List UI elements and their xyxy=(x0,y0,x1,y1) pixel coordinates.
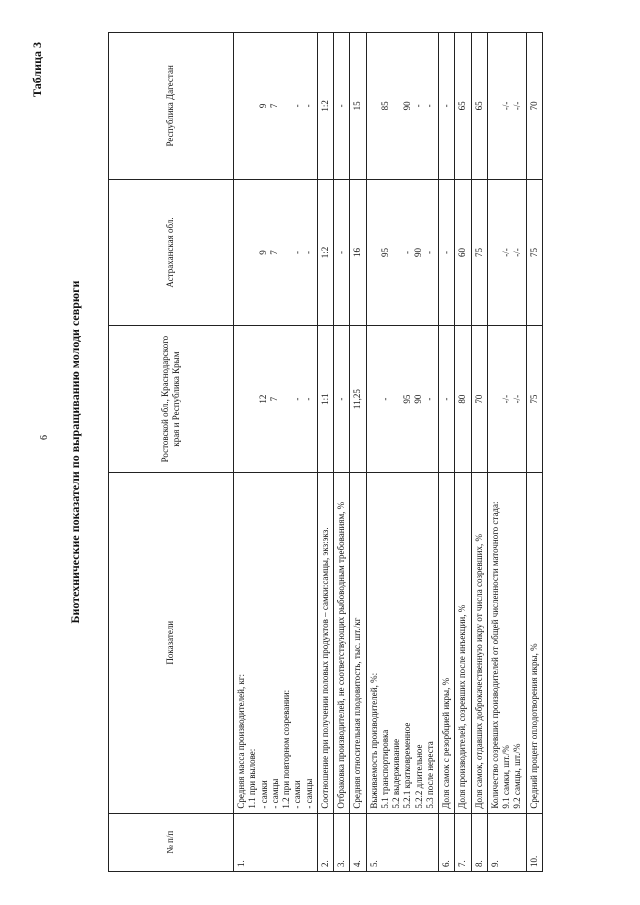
value-dagestan xyxy=(455,33,471,180)
indicator-line: - самки xyxy=(292,780,303,809)
column-header-indicator: Показатели xyxy=(109,472,234,813)
indicator-cell xyxy=(487,472,526,813)
value-astrakhan xyxy=(366,179,439,326)
row-number: 1. xyxy=(234,813,318,871)
value-dagestan xyxy=(487,33,526,180)
value-line xyxy=(490,184,501,322)
value-line: -/- xyxy=(512,101,522,111)
value-line: - xyxy=(336,397,346,401)
value-rostov xyxy=(366,326,439,473)
value-line: - xyxy=(336,250,346,254)
indicator-line: 5.1 транспортировка xyxy=(379,729,390,809)
indicator-line: - самцы xyxy=(269,778,280,809)
value-line: - xyxy=(424,250,435,254)
value-rostov xyxy=(317,326,333,473)
biotech-table xyxy=(108,32,543,872)
table-row xyxy=(526,33,542,872)
value-rostov xyxy=(334,326,350,473)
value-line: - xyxy=(291,397,302,401)
indicator-line: Средний процент оплодотворения икры, % xyxy=(528,643,539,809)
indicator-line: Соотношение при получении половых продуктов – самки:самцы, экз:экз. xyxy=(319,527,330,809)
value-line: 65 xyxy=(473,101,484,111)
row-number: 4. xyxy=(350,813,366,871)
value-dagestan xyxy=(317,33,333,180)
table-label: Таблица 3 xyxy=(30,42,44,97)
table-title: Биотехнические показатели по выращиванию молоди севрюги xyxy=(68,280,82,624)
value-line: 1:2 xyxy=(319,100,330,112)
indicator-line: 5.3 после нереста xyxy=(424,741,435,809)
value-line: -/- xyxy=(500,248,511,257)
indicator-line: Количество созревших производителей от общей численности маточного стада: xyxy=(489,501,500,809)
table-row xyxy=(487,33,526,872)
value-dagestan xyxy=(471,33,487,180)
value-line: - xyxy=(413,104,423,108)
value-line: 9 xyxy=(258,103,268,109)
column-header-rostov: Ростовской обл., Краснодарского края и Республика Крым xyxy=(109,326,234,473)
table-row xyxy=(334,33,350,872)
indicator-cell xyxy=(234,472,318,813)
column-header-dagestan: Республика Дагестан xyxy=(109,33,234,180)
value-astrakhan xyxy=(439,179,455,326)
value-line: - xyxy=(401,250,412,254)
value-line: 16 xyxy=(352,247,363,257)
value-line: 11,25 xyxy=(352,389,363,410)
value-rostov xyxy=(350,326,366,473)
value-dagestan xyxy=(439,33,455,180)
value-line: 80 xyxy=(457,394,468,404)
table-row xyxy=(234,33,318,872)
column-header-num: № п/п xyxy=(109,813,234,871)
row-number: 5. xyxy=(366,813,439,871)
value-dagestan xyxy=(366,33,439,180)
indicator-cell xyxy=(471,472,487,813)
value-line: 12 xyxy=(258,394,268,404)
value-rostov xyxy=(526,326,542,473)
row-number: 8. xyxy=(471,813,487,871)
value-line: 90 xyxy=(413,247,423,257)
value-line: 60 xyxy=(457,247,468,257)
value-line: - xyxy=(379,397,390,401)
value-rostov xyxy=(234,326,318,473)
value-line xyxy=(369,184,380,322)
table-row xyxy=(455,33,471,872)
value-line: - xyxy=(336,104,346,108)
value-line xyxy=(391,330,402,468)
value-line: 7 xyxy=(269,103,280,109)
value-line xyxy=(236,330,247,468)
table-row xyxy=(317,33,333,872)
indicator-cell xyxy=(334,472,350,813)
indicator-line: 5.2.2 длительное xyxy=(413,744,424,809)
indicator-cell xyxy=(455,472,471,813)
indicator-line: Средняя масса производителей, кг: xyxy=(236,673,246,809)
indicator-line: Выживаемость производителей, %: xyxy=(368,672,379,809)
value-line: - xyxy=(441,397,451,401)
value-line: 65 xyxy=(457,101,468,111)
value-astrakhan xyxy=(334,179,350,326)
indicator-line: 9.2 самцы, шт./% xyxy=(512,743,523,809)
table-row xyxy=(366,33,439,872)
indicator-line: 9.1 самки, шт./% xyxy=(501,745,511,809)
value-line: 75 xyxy=(528,247,539,257)
value-line: - xyxy=(291,250,302,254)
indicator-cell xyxy=(317,472,333,813)
table-row xyxy=(471,33,487,872)
table-body xyxy=(234,33,543,872)
value-astrakhan xyxy=(317,179,333,326)
row-number: 9. xyxy=(487,813,526,871)
indicator-line: 1.1 при вылове: xyxy=(247,748,258,809)
value-astrakhan xyxy=(471,179,487,326)
value-line xyxy=(236,184,247,322)
table-row xyxy=(350,33,366,872)
page-number: 6 xyxy=(39,435,50,440)
value-line xyxy=(247,37,258,175)
value-line xyxy=(369,330,380,468)
indicator-cell xyxy=(350,472,366,813)
value-line: - xyxy=(424,397,435,401)
value-line: 85 xyxy=(379,101,390,111)
value-dagestan xyxy=(334,33,350,180)
value-line: 15 xyxy=(352,101,363,111)
value-rostov xyxy=(439,326,455,473)
value-line xyxy=(281,330,292,468)
value-astrakhan xyxy=(526,179,542,326)
indicator-line: Доля самок с резорбцией икры, % xyxy=(441,677,451,809)
value-line: 1:2 xyxy=(319,246,330,259)
value-line: -/- xyxy=(512,248,522,257)
indicator-line: Отбраковка производителей, не соответствующих рыбоводным требованиям, % xyxy=(336,501,346,809)
value-dagestan xyxy=(234,33,318,180)
value-line: 70 xyxy=(528,101,539,111)
rotated-page xyxy=(20,12,620,892)
value-line: -/- xyxy=(512,394,522,404)
value-line: 1:1 xyxy=(319,393,330,405)
value-line: 95 xyxy=(379,247,390,257)
value-rostov xyxy=(455,326,471,473)
table-header-row xyxy=(109,33,234,872)
indicator-cell xyxy=(439,472,455,813)
value-line: 90 xyxy=(413,394,423,404)
value-line: - xyxy=(302,397,313,401)
indicator-cell xyxy=(366,472,439,813)
value-line xyxy=(490,330,501,468)
indicator-line: Доля производителей, созревших после инъекции, % xyxy=(457,604,468,809)
value-dagestan xyxy=(526,33,542,180)
column-header-astrakhan: Астраханская обл. xyxy=(109,179,234,326)
value-astrakhan xyxy=(455,179,471,326)
value-line: - xyxy=(424,104,435,108)
value-rostov xyxy=(471,326,487,473)
value-line: 7 xyxy=(269,250,280,255)
value-line: - xyxy=(441,250,451,254)
value-line: -/- xyxy=(500,101,511,111)
value-line: 75 xyxy=(473,247,484,257)
row-number: 10. xyxy=(526,813,542,871)
indicator-line: Средняя относительная плодовитость, тыс. шт./кг xyxy=(352,617,363,809)
value-line xyxy=(281,37,292,175)
row-number: 7. xyxy=(455,813,471,871)
value-line xyxy=(236,37,247,175)
value-astrakhan xyxy=(350,179,366,326)
indicator-line: Доля самок, отдавших доброкачественную икру от числа созревших, % xyxy=(473,533,484,809)
value-line: 70 xyxy=(473,394,484,404)
value-astrakhan xyxy=(487,179,526,326)
indicator-line: 1.2 при повторном созревании: xyxy=(281,689,291,809)
value-line: - xyxy=(302,104,313,108)
value-line: - xyxy=(302,250,313,254)
row-number: 3. xyxy=(334,813,350,871)
indicator-line: 5.2 выдерживание xyxy=(391,738,401,809)
indicator-line: 5.2.1 кратковременное xyxy=(402,722,413,809)
value-line xyxy=(369,37,380,175)
value-line xyxy=(281,184,292,322)
value-line: 9 xyxy=(258,250,268,255)
value-line: 75 xyxy=(528,394,539,404)
value-line: - xyxy=(441,104,451,108)
indicator-cell xyxy=(526,472,542,813)
value-line xyxy=(247,330,258,468)
indicator-line: - самки xyxy=(258,780,269,809)
value-line: -/- xyxy=(500,394,511,404)
value-rostov xyxy=(487,326,526,473)
value-dagestan xyxy=(350,33,366,180)
indicator-line: - самцы xyxy=(303,778,314,809)
value-line xyxy=(490,37,501,175)
value-line: 95 xyxy=(401,394,412,404)
row-number: 2. xyxy=(317,813,333,871)
value-astrakhan xyxy=(234,179,318,326)
value-line xyxy=(247,184,258,322)
value-line xyxy=(391,184,402,322)
value-line xyxy=(391,37,402,175)
value-line: 90 xyxy=(401,101,412,111)
value-line: - xyxy=(291,104,302,108)
row-number: 6. xyxy=(439,813,455,871)
value-line: 7 xyxy=(269,396,280,402)
table-row xyxy=(439,33,455,872)
